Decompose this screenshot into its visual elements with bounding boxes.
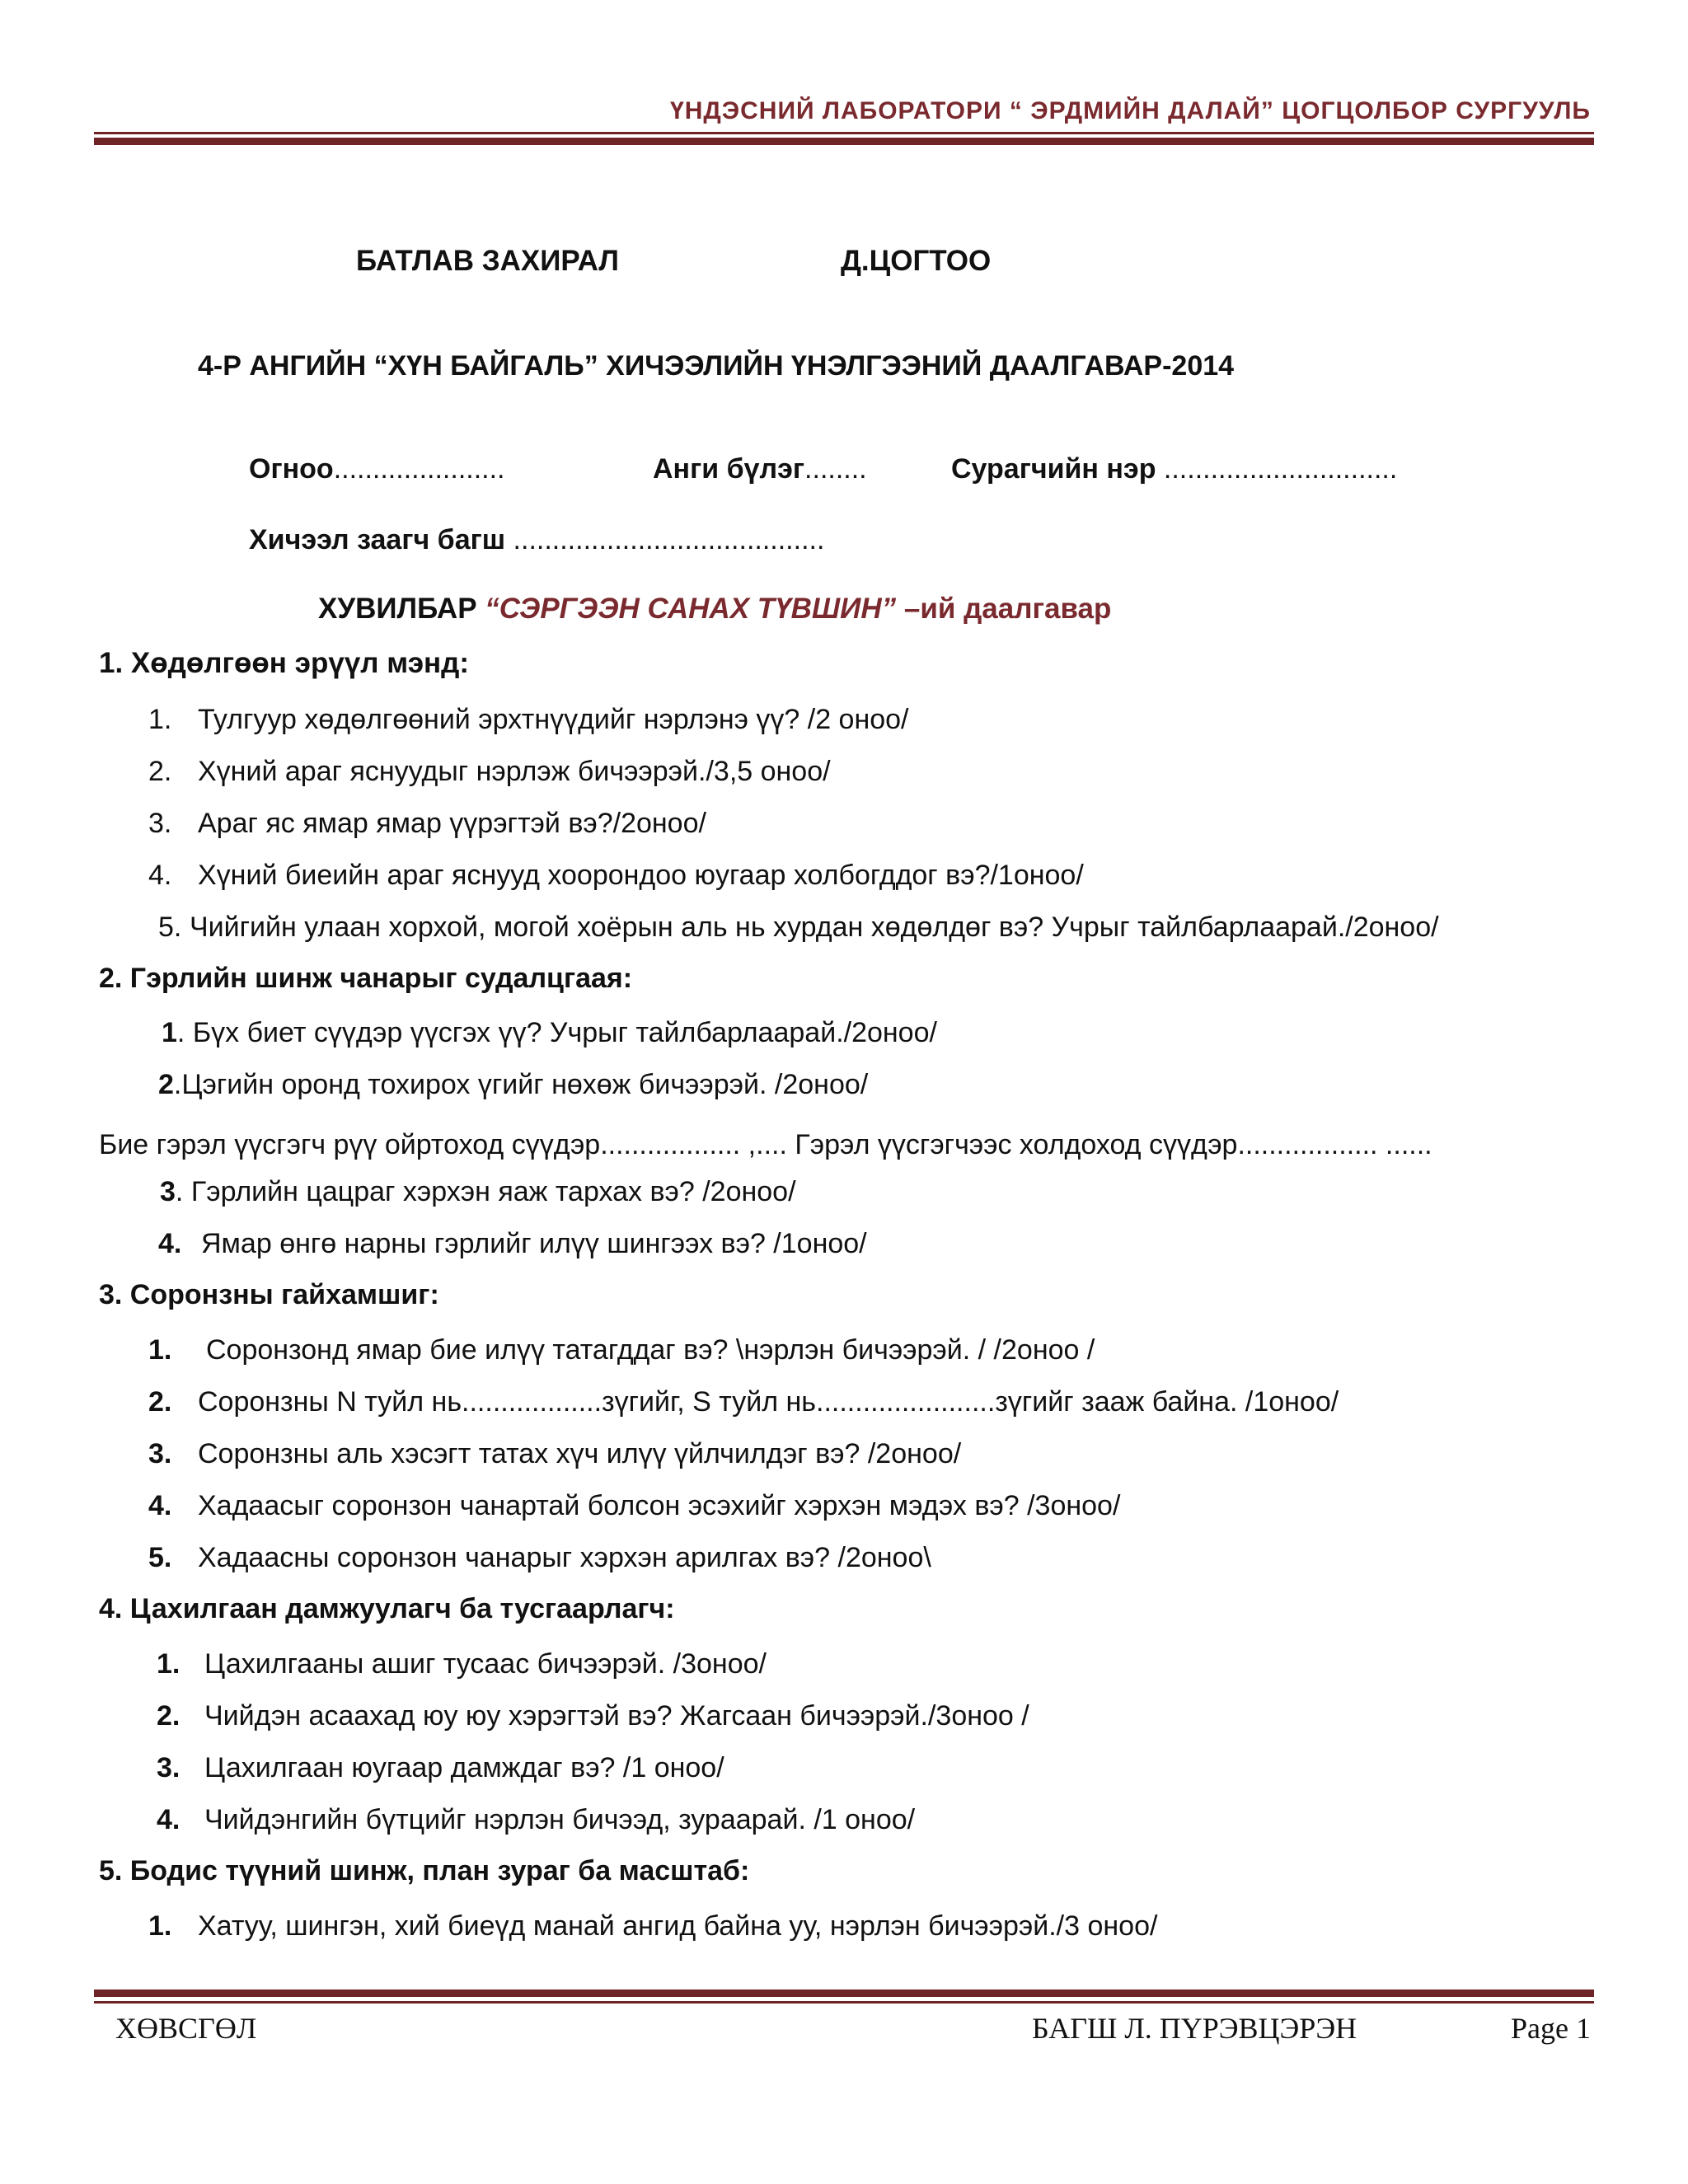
question-text: Хатуу, шингэн, хий биеүд манай ангид байна уу, нэрлэн бичээрэй./3 оноо/ [198,1910,1158,1942]
list-item [158,1067,868,1102]
question-text: . Гэрлийн цацраг хэрхэн яаж тархах вэ? /2оноо/ [175,1176,796,1207]
item-number: 4. [158,1228,182,1259]
list-item [148,754,171,789]
header-rule-thin [94,132,1594,134]
list-item [158,910,181,944]
approval-name: Д.ЦОГТОО [841,245,992,277]
list-item [148,858,171,893]
section-2-heading: 2. Гэрлийн шинж чанарыг судалцгаая: [99,963,633,994]
section-5-heading: 5. Бодис түүний шинж, план зураг ба масштаб: [99,1855,750,1886]
student-label: Сурагчийн нэр [951,453,1156,485]
item-number: 5. [148,1542,172,1573]
question-text: Араг яс ямар ямар үүрэгтэй вэ?/2оноо/ [198,808,706,839]
footer-teacher: БАГШ Л. ПҮРЭВЦЭРЭН [1032,2012,1357,2045]
item-number: 3. [148,808,172,839]
variant-suffix: –ий даалгавар [896,593,1112,625]
list-item [148,806,171,841]
question-text: . Бүх биет сүүдэр үүсгэх үү? Учрыг тайлбарлаарай./2оноо/ [176,1017,937,1048]
list-item [158,1226,181,1261]
header-rule-thick [94,138,1594,145]
page-title: 4-Р АНГИЙН “ХҮН БАЙГАЛЬ” ХИЧЭЭЛИЙН ҮНЭЛГЭЭНИЙ ДААЛГАВАР-2014 [198,350,1235,382]
list-item [160,1174,796,1209]
fill-in-blank-line: Бие гэрэл үүсгэгч рүү ойртоход сүүдэр.................. ,.... Гэрэл үүсгэгчээс холдоход сүүдэр.................. ...... [99,1129,1432,1160]
footer-location: ХӨВСГӨЛ [115,2012,257,2045]
question-text: Цахилгааны ашиг тусаас бичээрэй. /3оноо/ [204,1648,767,1680]
question-text: Чийдэн асаахад юу юу хэрэгтэй вэ? Жагсаан бичээрэй./3оноо / [204,1700,1029,1732]
question-text: Соронзны аль хэсэгт татах хүч илүү үйлчилдэг вэ? /2оноо/ [198,1438,962,1469]
item-number: 4. [157,1804,181,1835]
list-item [162,1015,937,1050]
item-number: 1. [148,1910,172,1942]
item-number: 3. [157,1752,181,1783]
teacher-label: Хичээл заагч багш [249,524,506,555]
date-label: Огноо [249,453,334,485]
item-number: 3. [148,1438,172,1469]
item-number: 2. [148,756,172,787]
question-text: Чийдэнгийн бүтцийг нэрлэн бичээд, зураарай. /1 оноо/ [204,1804,916,1835]
question-text: Цахилгаан юугаар дамждаг вэ? /1 оноо/ [204,1752,724,1783]
item-number: 2. [148,1386,172,1418]
student-field [951,452,1397,486]
section-4-heading: 4. Цахилгаан дамжуулагч ба тусгаарлагч: [99,1593,675,1624]
question-text: .Цэгийн оронд тохирох үгийг нөхөж бичээрэй. /2оноо/ [173,1069,869,1100]
item-number: 5. [158,912,182,943]
item-number: 4. [148,1490,172,1521]
student-blank: .............................. [1156,453,1398,485]
approval-label: БАТЛАВ ЗАХИРАЛ [356,245,619,277]
teacher-field [249,523,824,557]
question-text: Хадаасыг соронзон чанартай болсон эсэхийг хэрхэн мэдэх вэ? /3оноо/ [198,1490,1121,1521]
page-number: Page 1 [1511,2012,1591,2045]
variant-line [318,592,1111,626]
class-field [653,452,867,486]
date-blank: ...................... [333,453,505,485]
item-number: 4. [148,860,172,891]
section-3-heading: 3. Соронзны гайхамшиг: [99,1279,439,1310]
item-number: 1 [162,1017,177,1048]
teacher-blank: ........................................ [505,524,825,555]
question-text: Чийгийн улаан хорхой, могой хоёрын аль нь хурдан хөдөлдөг вэ? Учрыг тайлбарлаарай./2оноо/ [190,912,1439,943]
item-number: 3 [160,1176,176,1207]
class-blank: ........ [804,453,867,485]
school-header: ҮНДЭСНИЙ ЛАБОРАТОРИ “ ЭРДМИЙН ДАЛАЙ” ЦОГЦОЛБОР СУРГУУЛЬ [670,97,1591,124]
footer-rule-thick [94,1990,1594,1997]
date-field [249,452,505,486]
item-number: 1. [148,704,172,735]
question-text: Хадаасны соронзон чанарыг хэрхэн арилгах вэ? /2оноо\ [198,1542,931,1573]
footer-rule-thin [94,2001,1594,2004]
section-1-heading: 1. Хөдөлгөөн эрүүл мэнд: [99,647,470,679]
item-number: 1. [148,1334,172,1366]
variant-level: “СЭРГЭЭН САНАХ ТҮВШИН” [485,593,897,625]
list-item [148,702,171,737]
item-number: 1. [157,1648,181,1680]
question-text: Тулгуур хөдөлгөөний эрхтнүүдийг нэрлэнэ үү? /2 оноо/ [198,704,909,735]
item-number: 2 [158,1069,174,1100]
item-number: 2. [157,1700,181,1732]
class-label: Анги бүлэг [653,453,805,485]
question-text: Соронзонд ямар бие илүү татагддаг вэ? \нэрлэн бичээрэй. / /2оноо / [206,1334,1095,1366]
question-text: Соронзны N туйл нь..................зүгийг, S туйл нь.......................зүгийг зааж байна. /1оноо/ [198,1386,1339,1418]
question-text: Хүний араг яснуудыг нэрлэж бичээрэй./3,5 оноо/ [198,756,831,787]
question-text: Хүний биеийн араг яснууд хоорондоо юугаар холбогддог вэ?/1оноо/ [198,860,1084,891]
question-text: Ямар өнгө нарны гэрлийг илүү шингээх вэ? /1оноо/ [201,1228,867,1259]
variant-prefix: ХУВИЛБАР [318,593,485,625]
